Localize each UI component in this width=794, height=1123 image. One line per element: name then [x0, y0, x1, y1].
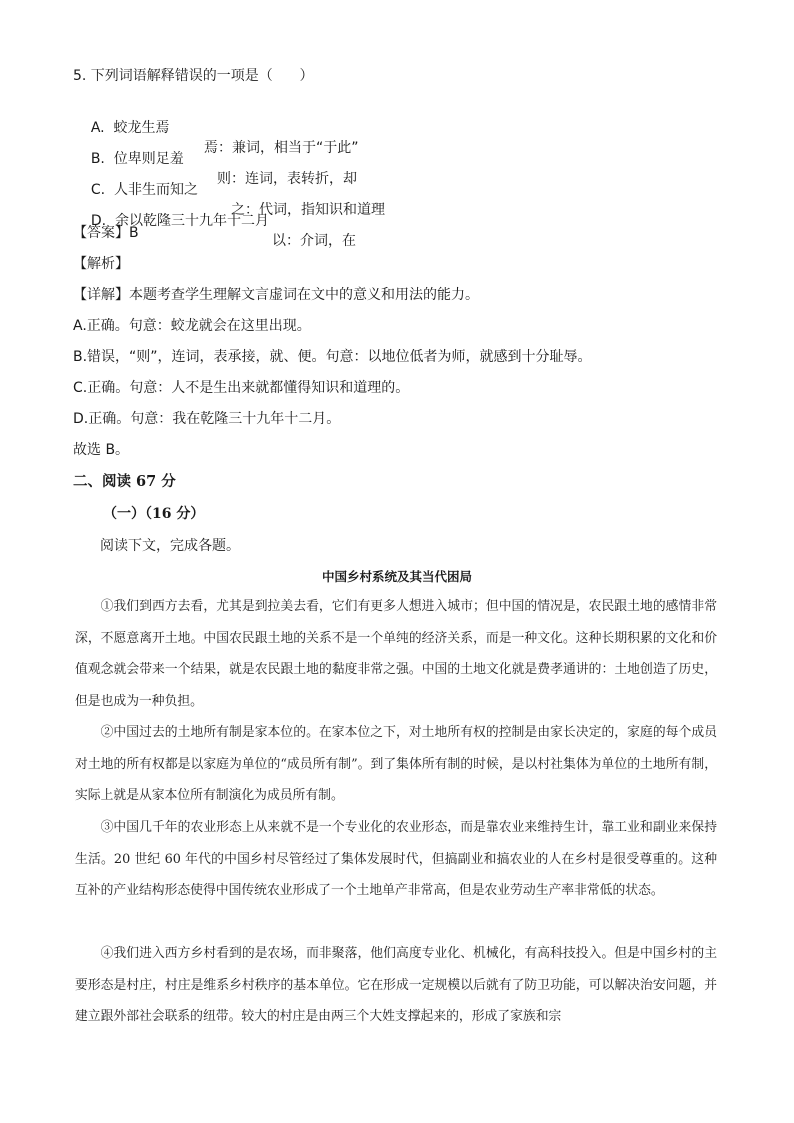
- section-heading: 二、阅读 67 分: [73, 473, 176, 490]
- section-sub-heading: （一）（16 分）: [103, 506, 205, 522]
- article-paragraph-4: ④我们进入西方乡村看到的是农场，而非聚落，他们高度专业化、机械化，有高科技投入。但是中国乡村的主要形态是村庄，村庄是维系乡村秩序的基本单位。它在形成一定规模以后就有了防卫功能，可以解决治安问题，并建立跟外部社会联系的纽带。较大的村庄是由两三个大姓支撑起来的，形成了家族和宗: [75, 946, 717, 1024]
- option-b-text: B. 位卑则足羞: [90, 151, 184, 167]
- explanation-c: C.正确。句意：人不是生出来就都懂得知识和道理的。: [73, 380, 410, 396]
- option-a-note: 焉：兼词，相当于“于此”: [204, 140, 359, 156]
- question-stem: 5. 下列词语解释错误的一项是（ ）: [73, 68, 314, 84]
- analysis-label: 【解析】: [73, 256, 129, 272]
- option-d: [73, 191, 713, 271]
- option-d-text: D. 余以乾隆三十九年十二月: [90, 213, 269, 229]
- article-paragraph-3: ③中国几千年的农业形态上从来就不是一个专业化的农业形态，而是靠农业来维持生计，靠工业和副业来保持生活。20 世纪 60 年代的中国乡村尽管经过了集体发展时代，但搞副业和搞农业的人在乡村是很受尊重的。这种互补的产业结构形态使得中国传统农业形成了一个土地单产非常高，但是农业劳动生产率非常低的状态。: [75, 820, 717, 898]
- option-c-text: C. 人非生而知之: [90, 182, 198, 198]
- explanation-b: B.错误，“则”，连词，表承接，就、便。句意：以地位低者为师，就感到十分耻辱。: [73, 349, 592, 365]
- article-title: 中国乡村系统及其当代困局: [321, 569, 472, 584]
- explanation-d: D.正确。句意：我在乾隆三十九年十二月。: [73, 411, 341, 427]
- reading-instruction: 阅读下文，完成各题。: [100, 538, 240, 554]
- explanation-a: A.正确。句意：蛟龙就会在这里出现。: [73, 318, 311, 334]
- option-b-note: 则：连词，表转折，却: [217, 171, 357, 187]
- article-paragraph-2: ②中国过去的土地所有制是家本位的。在家本位之下，对土地所有权的控制是由家长决定的，家庭的每个成员对土地的所有权都是以家庭为单位的“成员所有制”。到了集体所有制的时候，是以村社集体为单位的土地所有制，实际上就是从家本位所有制演化为成员所有制。: [75, 725, 717, 803]
- option-a-text: A. 蛟龙生焉: [90, 120, 170, 136]
- conclusion-text: 故选 B。: [73, 442, 130, 458]
- article-paragraph-1: ①我们到西方去看，尤其是到拉美去看，它们有更多人想进入城市；但中国的情况是，农民跟土地的感情非常深，不愿意离开土地。中国农民跟土地的关系不是一个单纯的经济关系，而是一种文化。这种长期积累的文化和价值观念就会带来一个结果，就是农民跟土地的黏度非常之强。中国的土地文化就是费孝通讲的：土地创造了历史，但是也成为一种负担。: [75, 599, 717, 709]
- option-c-note: 之：代词，指知识和道理: [231, 202, 385, 218]
- answer-label: 【答案】B: [73, 225, 139, 241]
- option-d-note: 以：介词，在: [272, 233, 356, 249]
- detail-text: 【详解】本题考查学生理解文言虚词在文中的意义和用法的能力。: [73, 287, 479, 303]
